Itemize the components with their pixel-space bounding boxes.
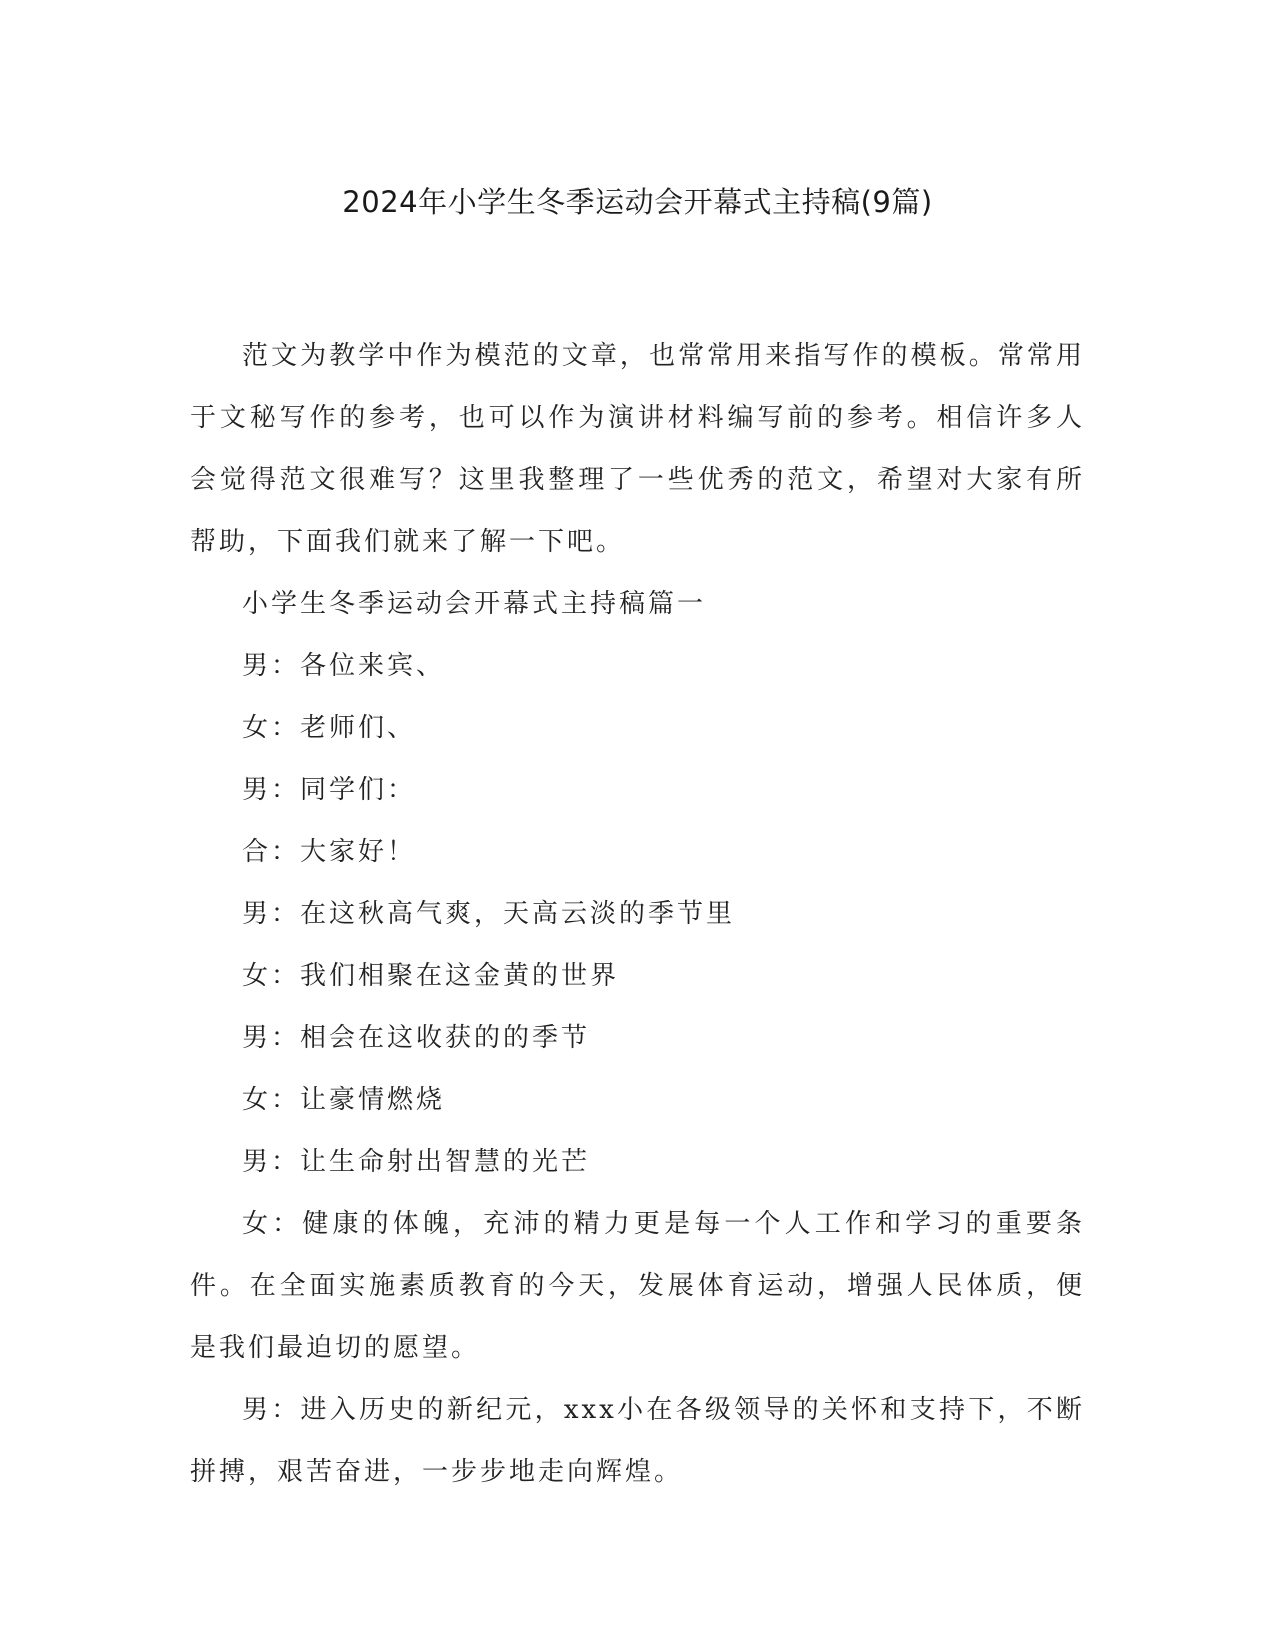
paragraph-line: 女：让豪情燃烧 bbox=[242, 1085, 446, 1115]
paragraph-section-heading: 小学生冬季运动会开幕式主持稿篇一 bbox=[242, 589, 707, 619]
paragraph-line: 男：同学们： bbox=[242, 775, 417, 805]
paragraph-intro: 范文为教学中作为模范的文章，也常常用来指写作的模板。常常用于文秘写作的参考，也可以作为演讲材料编写前的参考。相信许多人会觉得范文很难写？这里我整理了一些优秀的范文，希望对大家有所帮助，下面我们就来了解一下吧。 bbox=[190, 341, 1085, 557]
paragraph-line: 女：老师们、 bbox=[242, 713, 417, 743]
paragraph-line: 男：相会在这收获的的季节 bbox=[242, 1023, 591, 1053]
paragraph-line: 女：我们相聚在这金黄的世界 bbox=[242, 961, 620, 991]
document-body bbox=[190, 325, 1085, 1503]
paragraph-line: 男：各位来宾、 bbox=[242, 651, 446, 681]
document-title: 2024年小学生冬季运动会开幕式主持稿(9篇) bbox=[342, 185, 933, 219]
paragraph-line: 男：进入历史的新纪元，xxx小在各级领导的关怀和支持下，不断拼搏，艰苦奋进，一步步地走向辉煌。 bbox=[190, 1395, 1085, 1487]
paragraph-line: 合：大家好！ bbox=[242, 837, 417, 867]
paragraph-line: 男：在这秋高气爽，天高云淡的季节里 bbox=[242, 899, 736, 929]
paragraph-line: 男：让生命射出智慧的光芒 bbox=[242, 1147, 591, 1177]
paragraph-line: 女：健康的体魄，充沛的精力更是每一个人工作和学习的重要条件。在全面实施素质教育的今天，发展体育运动，增强人民体质，便是我们最迫切的愿望。 bbox=[190, 1209, 1085, 1363]
